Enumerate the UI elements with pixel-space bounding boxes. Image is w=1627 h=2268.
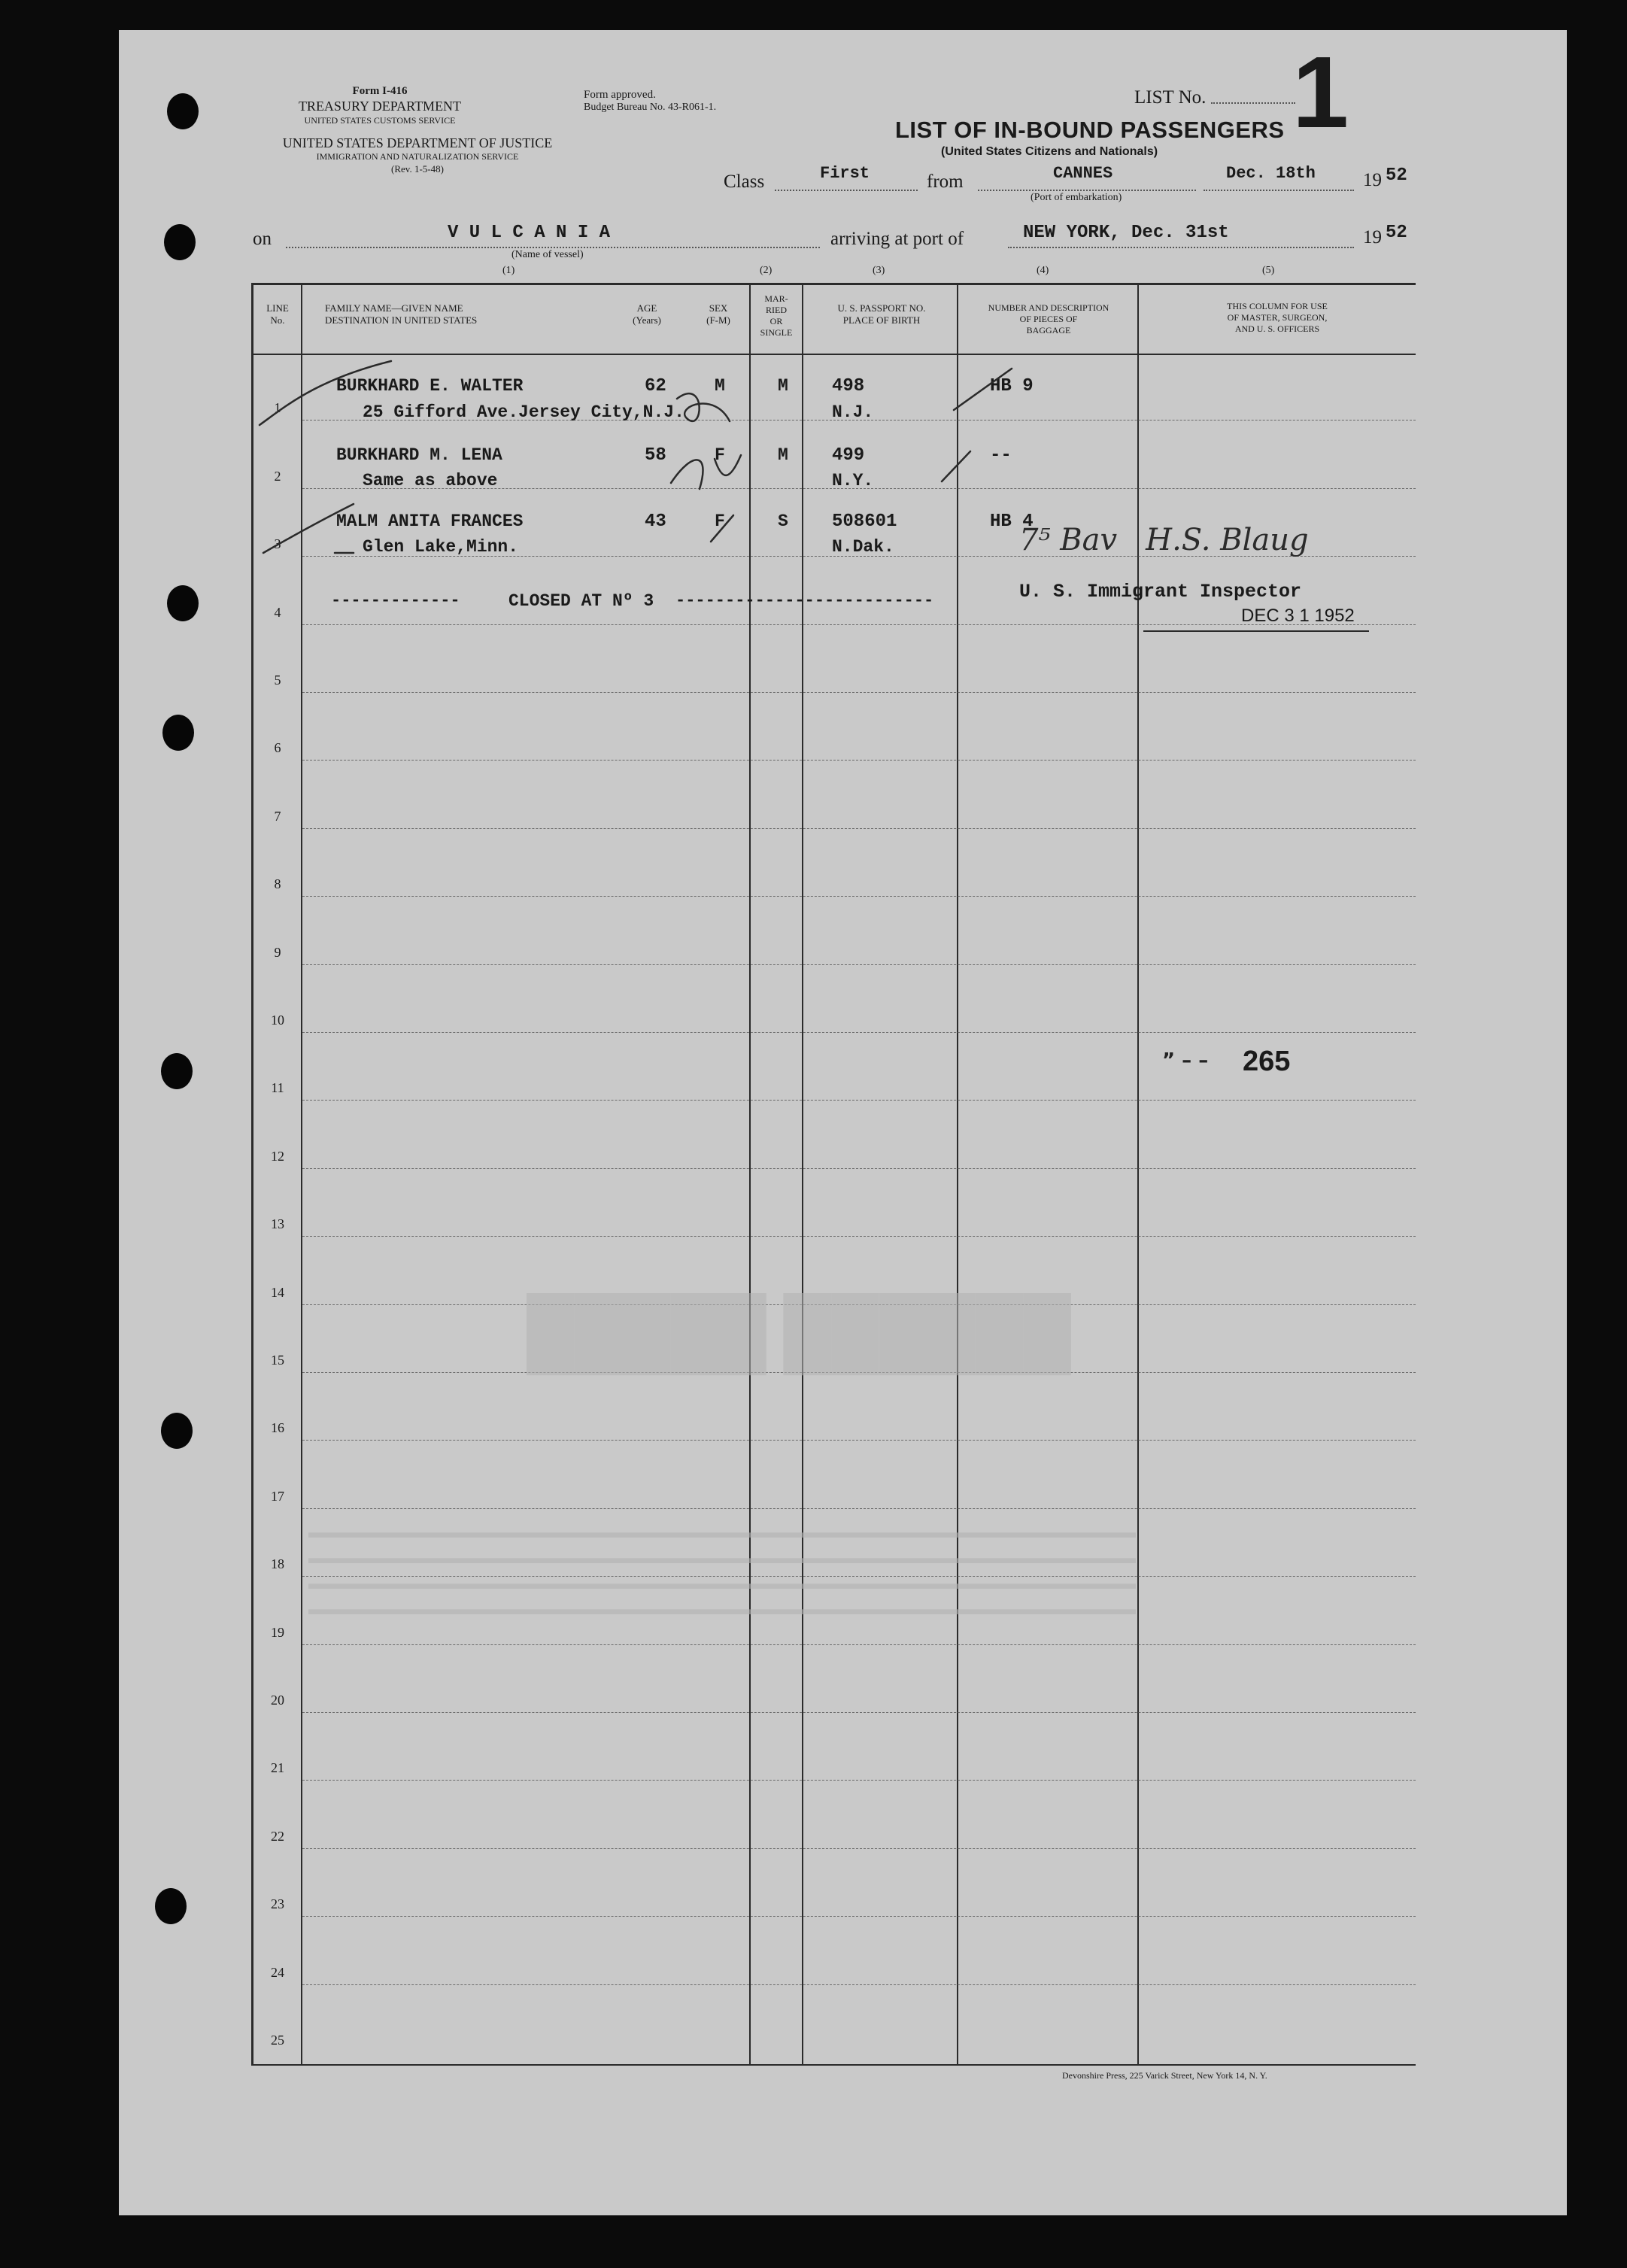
annotation-mark: ˮ – – [1162, 1049, 1209, 1072]
passenger-marital-status: M [778, 376, 788, 396]
column-number: (1) [502, 265, 515, 276]
line-number: 21 [271, 1760, 284, 1776]
from-label: from [927, 172, 964, 192]
passenger-destination: 25 Gifford Ave.Jersey City,N.J. [363, 402, 684, 422]
department-of-justice: UNITED STATES DEPARTMENT OF JUSTICE [282, 135, 553, 150]
departure-year-suffix: 52 [1386, 165, 1407, 186]
passenger-sex: F [715, 512, 725, 531]
passenger-passport: 498 [832, 376, 865, 396]
line-number: 11 [271, 1080, 284, 1096]
customs-service: UNITED STATES CUSTOMS SERVICE [304, 115, 456, 126]
line-number: 20 [271, 1693, 284, 1708]
list-no-label: LIST No. [1134, 87, 1207, 108]
sex-header: SEX (F-M) [706, 302, 730, 326]
baggage-header: NUMBER AND DESCRIPTION OF PIECES OF BAGGAGE [988, 302, 1109, 335]
class-label: Class [724, 172, 765, 192]
arrival-year-prefix: 19 [1363, 227, 1382, 247]
ins-service: IMMIGRATION AND NATURALIZATION SERVICE [316, 151, 519, 162]
column-number: (5) [1262, 265, 1275, 276]
initials-scribble-row-1 [677, 393, 730, 421]
port-caption: (Port of embarkation) [1031, 192, 1122, 203]
passenger-baggage: -- [990, 445, 1012, 466]
name-header: FAMILY NAME—GIVEN NAME DESTINATION IN UNITED STATES [325, 302, 478, 326]
line-number: 23 [271, 1896, 284, 1912]
revision-date: (Rev. 1-5-48) [391, 163, 444, 175]
passenger-name: MALM ANITA FRANCES [336, 512, 524, 531]
bleed-through-mark: █████ ██████ [527, 1295, 1071, 1370]
line-number: 2 [274, 468, 281, 484]
passenger-passport: 499 [832, 445, 865, 466]
vessel-caption: (Name of vessel) [511, 249, 584, 260]
column-number: (4) [1037, 265, 1049, 276]
passenger-sex: F [715, 445, 725, 465]
line-number: 12 [271, 1148, 284, 1164]
line-no-header: LINE No. [266, 302, 289, 326]
line-number: 6 [274, 740, 281, 756]
passenger-age: 43 [645, 512, 666, 532]
line-number: 4 [274, 604, 281, 620]
line-number: 8 [274, 876, 281, 892]
line-number: 25 [271, 2033, 284, 2048]
class-value: First [820, 164, 870, 183]
column-number: (2) [760, 265, 773, 276]
passenger-age: 62 [645, 376, 666, 396]
passenger-marital-status: M [778, 445, 788, 465]
passenger-destination: Same as above [363, 471, 498, 490]
on-label: on [253, 229, 272, 249]
passenger-baggage: HB 4 [990, 512, 1034, 532]
closed-at-number: CLOSED AT Nº 3 [508, 591, 654, 611]
passenger-birthplace: N.Dak. [832, 537, 894, 557]
bleed-through-mark: ▬▬▬▬▬▬▬▬▬▬▬▬▬▬▬▬▬▬▬▬▬▬▬▬▬▬▬▬▬▬▬▬▬▬▬▬▬▬▬▬▬▬▬▬▬▬▬▬▬▬ ▬▬▬▬▬▬▬▬▬▬▬▬▬▬▬▬▬▬▬▬▬▬▬▬▬▬▬▬▬▬▬▬▬▬▬▬▬▬▬▬▬▬▬▬▬▬▬▬▬▬ ▬▬▬▬▬▬▬▬▬▬▬▬▬▬▬▬▬▬▬▬▬▬▬▬▬▬▬▬▬▬▬▬▬▬▬▬▬▬▬▬▬▬▬▬▬▬▬▬▬▬ ▬▬▬▬▬▬▬▬▬▬▬▬▬▬▬▬▬▬▬▬▬▬▬▬▬▬▬▬▬▬▬▬▬▬▬▬▬▬▬▬▬▬▬▬▬▬▬▬▬▬ [308, 1523, 1136, 1618]
budget-bureau-number: Budget Bureau No. 43-R061-1. [584, 102, 717, 113]
passenger-birthplace: N.Y. [832, 471, 874, 490]
passenger-marital-status: S [778, 512, 788, 531]
passenger-destination: Glen Lake,Minn. [363, 537, 519, 557]
passenger-age: 58 [645, 445, 666, 466]
printer-imprint: Devonshire Press, 225 Varick Street, New York 14, N. Y. [1062, 2070, 1267, 2081]
passenger-baggage: HB 9 [990, 376, 1034, 396]
line-number: 14 [271, 1284, 284, 1300]
inspector-stamp-date: DEC 3 1 1952 [1241, 606, 1355, 626]
line-number: 17 [271, 1488, 284, 1504]
line-number: 19 [271, 1624, 284, 1640]
check-mark-baggage-2 [942, 451, 970, 481]
stamp-underline [1143, 630, 1369, 632]
list-no-value: 1 [1292, 35, 1349, 149]
line-number: 18 [271, 1556, 284, 1572]
passenger-passport: 508601 [832, 512, 897, 532]
closing-dashes-right: -------------------------- [675, 591, 934, 610]
age-header: AGE (Years) [633, 302, 661, 326]
document-subtitle: (United States Citizens and Nationals) [941, 145, 1158, 158]
check-mark-row-1 [260, 361, 391, 425]
line-number: 22 [271, 1828, 284, 1844]
inspector-signature: 7⁵ Bav H.S. Blaug [1019, 523, 1309, 557]
passenger-sex: M [715, 376, 725, 396]
vessel-name: V U L C A N I A [448, 223, 611, 243]
column-number: (3) [873, 265, 885, 276]
line-number: 9 [274, 944, 281, 960]
line-number: 13 [271, 1216, 284, 1232]
annotation-number: 265 [1243, 1046, 1291, 1077]
form-approved: Form approved. [584, 89, 656, 101]
passport-header: U. S. PASSPORT NO. PLACE OF BIRTH [837, 302, 926, 326]
passenger-birthplace: N.J. [832, 402, 874, 422]
line-number: 16 [271, 1420, 284, 1436]
passenger-name: BURKHARD E. WALTER [336, 376, 524, 396]
closing-dashes-left: ------------- [331, 591, 460, 610]
line-number: 1 [274, 400, 281, 416]
officers-header: THIS COLUMN FOR USE OF MASTER, SURGEON, AND U. S. OFFICERS [1227, 301, 1328, 334]
line-number: 3 [274, 536, 281, 552]
marital-header: MAR- RIED OR SINGLE [760, 293, 793, 338]
line-number: 5 [274, 673, 281, 688]
treasury-department: TREASURY DEPARTMENT [298, 99, 462, 114]
departure-year-prefix: 19 [1363, 170, 1382, 190]
line-number: 10 [271, 1013, 284, 1028]
document-title: LIST OF IN-BOUND PASSENGERS [895, 117, 1285, 143]
line-number: 24 [271, 1964, 284, 1980]
arriving-label: arriving at port of [830, 229, 964, 249]
line-number: 7 [274, 808, 281, 824]
arrival-year-suffix: 52 [1386, 223, 1407, 243]
form-number: Form I-416 [352, 85, 408, 97]
line-number: 15 [271, 1353, 284, 1368]
sex-stroke-row-3 [711, 515, 733, 542]
departure-date: Dec. 18th [1226, 164, 1316, 183]
passenger-name: BURKHARD M. LENA [336, 445, 502, 465]
check-mark-row-3 [263, 504, 354, 553]
check-mark-baggage-1 [954, 369, 1012, 410]
from-value: CANNES [1053, 164, 1113, 183]
inspector-stamp-title: U. S. Immigrant Inspector [1019, 581, 1302, 603]
arrival-port-date: NEW YORK, Dec. 31st [1023, 223, 1229, 243]
initials-scribble-row-2 [671, 455, 741, 489]
